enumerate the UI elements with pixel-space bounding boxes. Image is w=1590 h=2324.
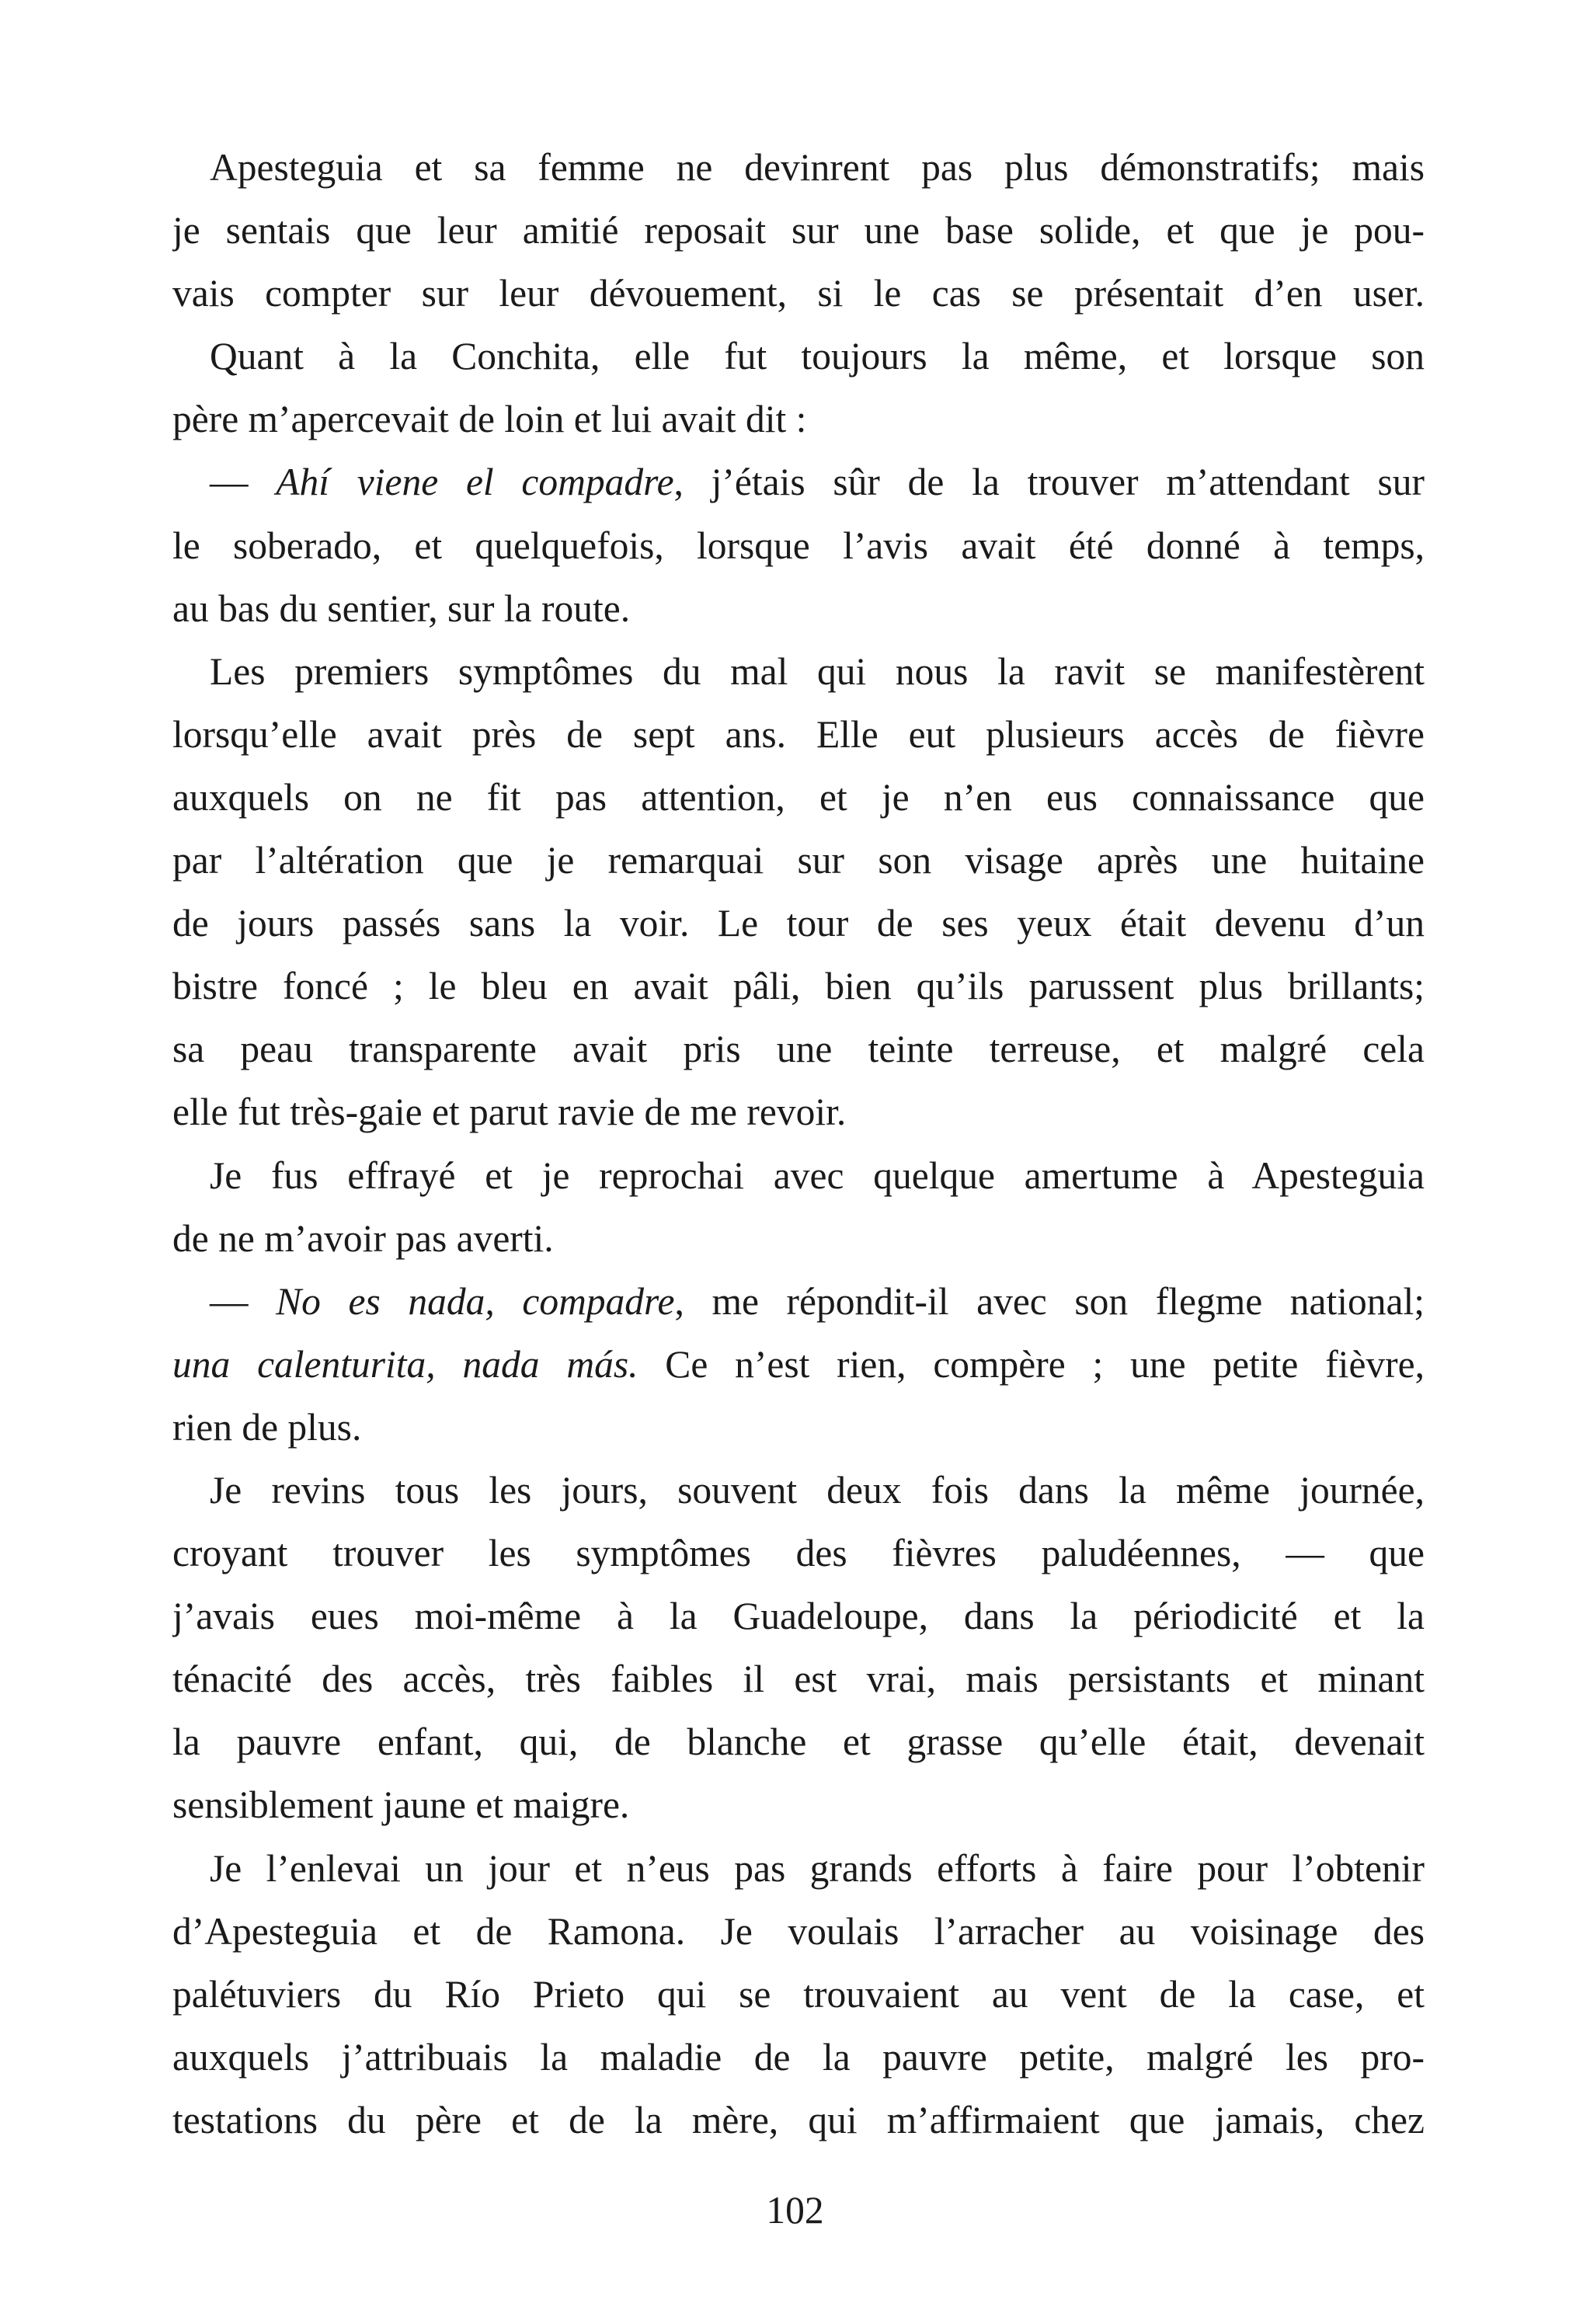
text-line: le soberado, et quelquefois, lorsque l’avis avait été donné à temps, bbox=[172, 524, 1425, 567]
text-run: , me répondit-il avec son flegme national; bbox=[674, 1279, 1425, 1323]
page-body bbox=[172, 136, 1425, 2152]
text-line bbox=[172, 1270, 1425, 1333]
text-line: elle fut très-gaie et parut ravie de me revoir. bbox=[172, 1091, 847, 1134]
text-line: auxquels on ne fit pas attention, et je n’en eus connaissance que bbox=[172, 775, 1425, 819]
italic-phrase: una calenturita, nada más. bbox=[172, 1342, 638, 1386]
text-line: croyant trouver les symptômes des fièvres paludéennes, — que bbox=[172, 1532, 1425, 1575]
italic-phrase: No es nada, compadre bbox=[276, 1279, 675, 1323]
text-line: Quant à la Conchita, elle fut toujours la même, et lorsque son bbox=[210, 335, 1425, 378]
text-run: — bbox=[210, 1279, 277, 1323]
text-line: j’avais eues moi-même à la Guadeloupe, dans la périodicité et la bbox=[172, 1595, 1425, 1638]
text-line: Je l’enlevai un jour et n’eus pas grands efforts à faire pour l’obtenir bbox=[210, 1846, 1425, 1890]
text-run: , j’étais sûr de la trouver m’attendant sur bbox=[673, 461, 1425, 504]
text-line: je sentais que leur amitié reposait sur une base solide, et que je pou- bbox=[172, 209, 1425, 252]
text-line: palétuviers du Río Prieto qui se trouvaient au vent de la case, et bbox=[172, 1972, 1425, 2016]
text-line: au bas du sentier, sur la route. bbox=[172, 586, 631, 630]
text-line: rien de plus. bbox=[172, 1405, 362, 1449]
text-line bbox=[172, 451, 1425, 513]
text-line: Je revins tous les jours, souvent deux fois dans la même journée, bbox=[210, 1468, 1425, 1512]
text-line: par l’altération que je remarquai sur son visage après une huitaine bbox=[172, 839, 1425, 882]
text-line: Apesteguia et sa femme ne devinrent pas plus démonstratifs; mais bbox=[210, 146, 1425, 189]
italic-phrase: Ahí viene el compadre bbox=[276, 461, 674, 504]
text-line: ténacité des accès, très faibles il est vrai, mais persistants et minant bbox=[172, 1658, 1425, 1701]
page-number: 102 bbox=[766, 2189, 824, 2232]
text-line: bistre foncé ; le bleu en avait pâli, bien qu’ils parussent plus brillants; bbox=[172, 965, 1425, 1008]
text-line: de ne m’avoir pas averti. bbox=[172, 1216, 554, 1260]
text-line: sensiblement jaune et maigre. bbox=[172, 1783, 630, 1827]
text-line: sa peau transparente avait pris une teinte terreuse, et malgré cela bbox=[172, 1028, 1425, 1071]
text-run: Ce n’est rien, compère ; une petite fièvre, bbox=[638, 1342, 1425, 1386]
text-line: père m’apercevait de loin et lui avait dit : bbox=[172, 398, 807, 441]
text-line: testations du père et de la mère, qui m’affirmaient que jamais, chez bbox=[172, 2098, 1425, 2141]
text-line: Les premiers symptômes du mal qui nous la ravit se manifestèrent bbox=[210, 649, 1425, 693]
text-line: Je fus effrayé et je reprochai avec quelque amertume à Apesteguia bbox=[210, 1153, 1425, 1197]
text-run: — bbox=[210, 461, 277, 504]
text-line: lorsqu’elle avait près de sept ans. Elle eut plusieurs accès de fièvre bbox=[172, 712, 1425, 756]
text-line: vais compter sur leur dévouement, si le cas se présentait d’en user. bbox=[172, 272, 1425, 315]
text-line: d’Apesteguia et de Ramona. Je voulais l’arracher au voisinage des bbox=[172, 1909, 1425, 1953]
text-line: la pauvre enfant, qui, de blanche et grasse qu’elle était, devenait bbox=[172, 1720, 1425, 1764]
text-line bbox=[172, 1333, 1425, 1396]
text-line: auxquels j’attribuais la maladie de la pauvre petite, malgré les pro- bbox=[172, 2035, 1425, 2079]
text-line: de jours passés sans la voir. Le tour de ses yeux était devenu d’un bbox=[172, 902, 1425, 945]
